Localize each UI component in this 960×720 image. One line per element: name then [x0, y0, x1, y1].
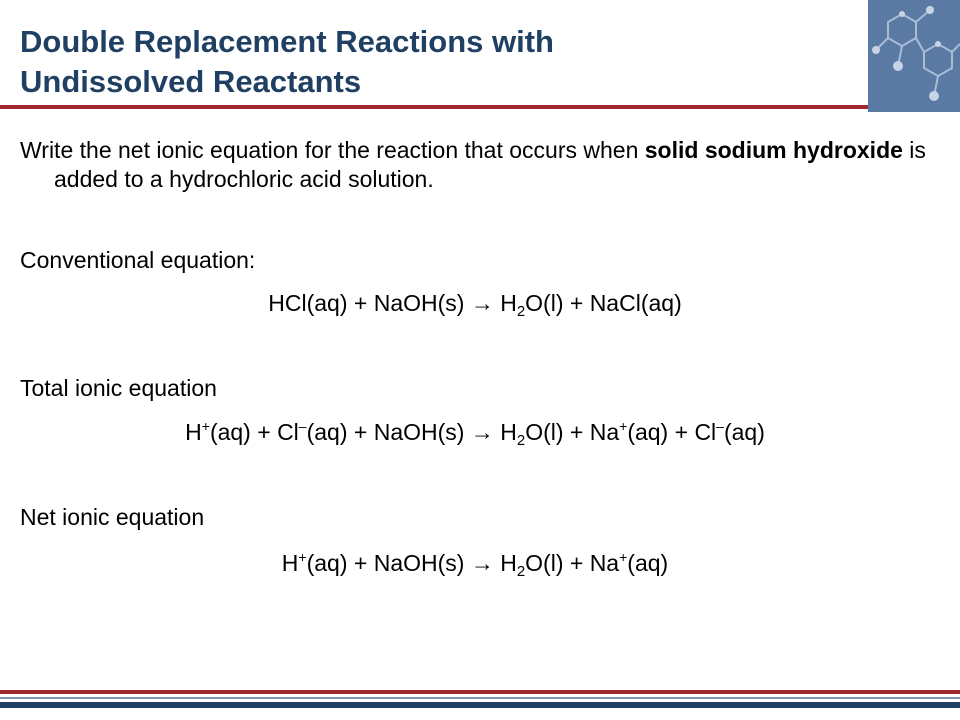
molecule-pattern-icon [868, 0, 960, 112]
conventional-equation [20, 289, 930, 321]
superscript: – [716, 418, 724, 434]
eq-part: (aq) [306, 419, 348, 445]
eq-part: (aq) + NaOH(s) [306, 550, 471, 576]
total-ionic-equation [20, 418, 930, 450]
eq-part: HCl(aq) + NaOH(s) [268, 290, 471, 316]
eq-part: Cl [694, 419, 717, 445]
eq-part: (aq) [723, 419, 765, 445]
arrow-icon: → [470, 290, 494, 316]
eq-part: Cl [277, 419, 299, 445]
eq-part: + [250, 419, 278, 445]
title-line-1: Double Replacement Reactions with [20, 24, 554, 59]
eq-part: NaOH(s) [373, 419, 471, 445]
subscript: 2 [516, 432, 526, 449]
arrow-icon: → [470, 419, 494, 445]
footer-rule-red [0, 690, 960, 694]
superscript: + [619, 549, 628, 565]
slide-title [20, 22, 840, 102]
eq-part: (aq) [627, 550, 669, 576]
superscript: + [298, 549, 307, 565]
eq-part: H [493, 419, 517, 445]
question-lead: Write the net ionic equation for the reaction that occurs when [20, 137, 645, 163]
eq-part: H [281, 550, 299, 576]
eq-part: Na [589, 419, 620, 445]
eq-part: + [668, 419, 695, 445]
arrow-icon: → [470, 550, 494, 576]
subscript: 2 [516, 563, 526, 580]
eq-part: (aq) [627, 419, 669, 445]
total-ionic-label: Total ionic equation [20, 375, 217, 401]
superscript: – [298, 418, 307, 434]
eq-part: H [493, 550, 517, 576]
eq-part: O(l) + NaCl(aq) [525, 290, 682, 316]
eq-part: (aq) [209, 419, 251, 445]
eq-part: + [347, 419, 374, 445]
question-text [20, 136, 934, 194]
eq-part: H [493, 290, 517, 316]
subscript: 2 [516, 303, 526, 320]
question-tail: is added to a hydrochloric acid solution. [54, 137, 926, 192]
net-ionic-equation [20, 549, 930, 581]
title-line-2: Undissolved Reactants [20, 64, 362, 99]
net-ionic-label: Net ionic equation [20, 504, 205, 530]
footer-rule-navy [0, 702, 960, 708]
eq-part: H [185, 419, 202, 445]
superscript: + [619, 418, 628, 434]
eq-part: O(l) + Na [525, 550, 620, 576]
superscript: + [201, 418, 210, 434]
title-divider [0, 105, 868, 109]
question-emphasis: solid sodium hydroxide [644, 137, 903, 163]
eq-part: O(l) + [525, 419, 590, 445]
conventional-label: Conventional equation: [20, 247, 256, 273]
footer-rule-light [0, 697, 960, 699]
